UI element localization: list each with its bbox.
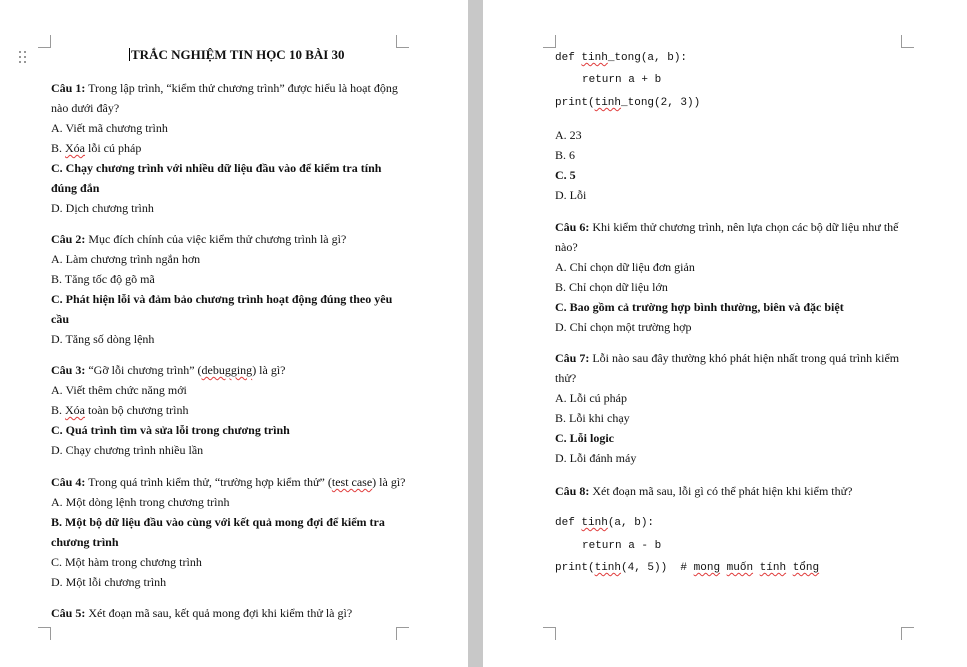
- code-line[interactable]: return a - b: [582, 540, 662, 552]
- spelling-flag[interactable]: Xóa: [65, 141, 86, 155]
- answer-option[interactable]: B. Xóa toàn bộ chương trình: [51, 403, 189, 417]
- question-6-continued[interactable]: nào?: [555, 240, 578, 254]
- question-label: Câu 3:: [51, 363, 86, 377]
- correct-answer-option[interactable]: C. Phát hiện lỗi và đảm bảo chương trình hoạt động đúng theo yêu: [51, 292, 393, 306]
- spelling-flag[interactable]: tính: [759, 562, 787, 574]
- correct-answer-option[interactable]: C. 5: [555, 168, 576, 182]
- correct-answer-option-continued[interactable]: đúng đắn: [51, 181, 100, 195]
- answer-option[interactable]: D. Một lỗi chương trình: [51, 575, 167, 589]
- document-page-2[interactable]: [483, 0, 967, 667]
- answer-option[interactable]: D. Dịch chương trình: [51, 201, 154, 215]
- answer-option[interactable]: B. 6: [555, 148, 576, 162]
- spelling-flag[interactable]: tinh: [581, 52, 608, 64]
- answer-option[interactable]: B. Chỉ chọn dữ liệu lớn: [555, 280, 668, 294]
- question-7-continued[interactable]: thử?: [555, 371, 577, 385]
- question-label: Câu 2:: [51, 232, 86, 246]
- spelling-flag[interactable]: mong: [693, 562, 721, 574]
- margin-corner-bottom-left: [543, 627, 556, 640]
- code-line[interactable]: def tinh(a, b):: [555, 517, 655, 529]
- correct-answer-option[interactable]: C. Chạy chương trình với nhiều dữ liệu đầu vào để kiểm tra tính: [51, 161, 382, 175]
- correct-answer-option-continued[interactable]: chương trình: [51, 535, 119, 549]
- margin-corner-bottom-right: [901, 627, 914, 640]
- answer-option[interactable]: A. Một dòng lệnh trong chương trình: [51, 495, 230, 509]
- answer-option[interactable]: B. Xóa lỗi cú pháp: [51, 141, 142, 155]
- margin-corner-bottom-left: [38, 627, 51, 640]
- answer-option[interactable]: D. Lỗi đánh máy: [555, 451, 637, 465]
- question-2[interactable]: Câu 2: Mục đích chính của việc kiểm thử chương trình là gì?: [51, 232, 347, 246]
- question-label: Câu 5:: [51, 606, 86, 620]
- spelling-flag[interactable]: tinh: [594, 97, 622, 109]
- document-page-1[interactable]: [0, 0, 468, 667]
- answer-option[interactable]: C. Một hàm trong chương trình: [51, 555, 202, 569]
- spelling-flag[interactable]: tổng: [792, 562, 820, 574]
- answer-option[interactable]: A. Viết mã chương trình: [51, 121, 168, 135]
- answer-option[interactable]: A. Viết thêm chức năng mới: [51, 383, 187, 397]
- page-title[interactable]: TRẮC NGHIỆM TIN HỌC 10 BÀI 30: [131, 47, 345, 62]
- question-3[interactable]: Câu 3: “Gỡ lỗi chương trình” (debugging) là gì?: [51, 363, 286, 377]
- correct-answer-option[interactable]: C. Quá trình tìm và sửa lỗi trong chương trình: [51, 423, 290, 437]
- question-1[interactable]: Câu 1: Trong lập trình, “kiểm thử chương trình” được hiểu là hoạt động: [51, 81, 398, 95]
- code-line[interactable]: print(tinh(4, 5)) # mong muốn tính tổng: [555, 562, 820, 574]
- answer-option[interactable]: B. Lỗi khi chạy: [555, 411, 630, 425]
- answer-option[interactable]: A. Lỗi cú pháp: [555, 391, 627, 405]
- answer-option[interactable]: D. Chạy chương trình nhiều lần: [51, 443, 204, 457]
- spelling-flag[interactable]: debugging: [201, 363, 253, 377]
- question-6[interactable]: Câu 6: Khi kiểm thử chương trình, nên lựa chọn các bộ dữ liệu như thế: [555, 220, 899, 234]
- question-7[interactable]: Câu 7: Lỗi nào sau đây thường khó phát hiện nhất trong quá trình kiểm: [555, 351, 900, 365]
- question-8[interactable]: Câu 8: Xét đoạn mã sau, lỗi gì có thể phát hiện khi kiểm thử?: [555, 484, 853, 498]
- margin-corner-top-left: [38, 35, 51, 48]
- code-line[interactable]: print(tinh_tong(2, 3)): [555, 97, 701, 109]
- spelling-flag[interactable]: tinh: [594, 562, 622, 574]
- question-1-continued[interactable]: nào dưới đây?: [51, 101, 120, 115]
- code-line[interactable]: return a + b: [582, 74, 662, 86]
- question-label: Câu 6:: [555, 220, 590, 234]
- correct-answer-option-continued[interactable]: cầu: [51, 312, 69, 326]
- answer-option[interactable]: D. Lỗi: [555, 188, 587, 202]
- answer-option[interactable]: A. 23: [555, 128, 582, 142]
- question-4[interactable]: Câu 4: Trong quá trình kiểm thử, “trường hợp kiểm thử” (test case) là gì?: [51, 475, 406, 489]
- answer-option[interactable]: A. Chỉ chọn dữ liệu đơn giản: [555, 260, 695, 274]
- spelling-flag[interactable]: tinh: [581, 517, 608, 529]
- code-comment: #: [667, 562, 694, 574]
- answer-option[interactable]: D. Tăng số dòng lệnh: [51, 332, 155, 346]
- correct-answer-option[interactable]: B. Một bộ dữ liệu đầu vào cùng với kết quả mong đợi để kiểm tra: [51, 515, 385, 529]
- question-label: Câu 1:: [51, 81, 86, 95]
- drag-handle-icon[interactable]: [19, 51, 29, 67]
- correct-answer-option[interactable]: C. Bao gồm cả trường hợp bình thường, biên và đặc biệt: [555, 300, 844, 314]
- question-label: Câu 7:: [555, 351, 590, 365]
- margin-corner-top-right: [396, 35, 409, 48]
- correct-answer-option[interactable]: C. Lỗi logic: [555, 431, 614, 445]
- spelling-flag[interactable]: Xóa: [65, 403, 86, 417]
- margin-corner-top-right: [901, 35, 914, 48]
- question-label: Câu 8:: [555, 484, 590, 498]
- answer-option[interactable]: A. Làm chương trình ngắn hơn: [51, 252, 201, 266]
- question-5[interactable]: Câu 5: Xét đoạn mã sau, kết quả mong đợi khi kiểm thử là gì?: [51, 606, 353, 620]
- text-cursor-icon: [129, 48, 130, 61]
- spelling-flag[interactable]: muốn: [726, 562, 754, 574]
- margin-corner-top-left: [543, 35, 556, 48]
- code-line[interactable]: def tinh_tong(a, b):: [555, 52, 688, 64]
- answer-option[interactable]: D. Chỉ chọn một trường hợp: [555, 320, 692, 334]
- answer-option[interactable]: B. Tăng tốc độ gõ mã: [51, 272, 155, 286]
- spelling-flag[interactable]: test case: [331, 475, 373, 489]
- margin-corner-bottom-right: [396, 627, 409, 640]
- question-label: Câu 4:: [51, 475, 86, 489]
